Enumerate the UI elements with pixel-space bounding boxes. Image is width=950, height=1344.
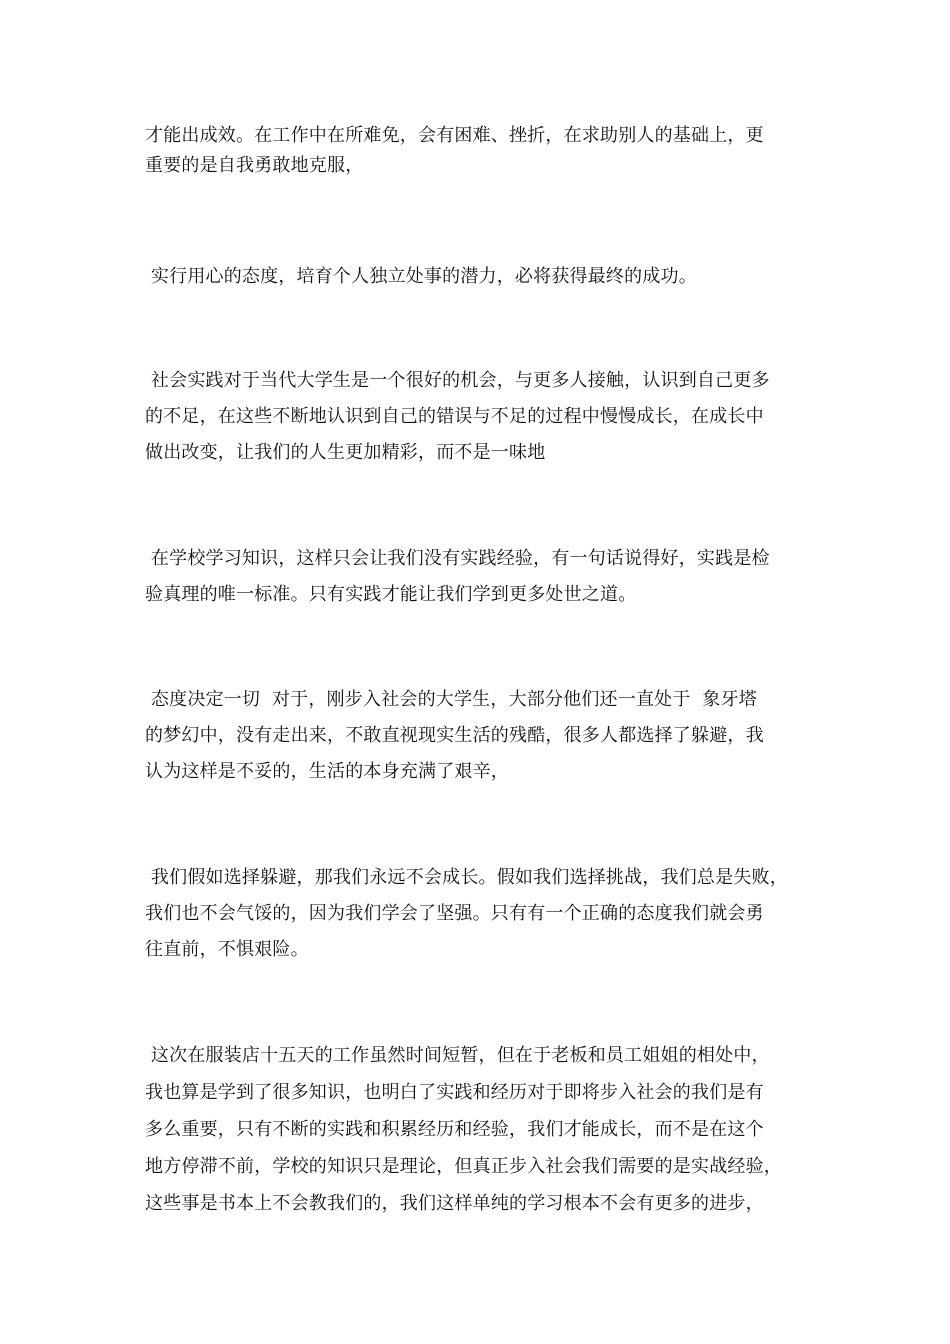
paragraph-3-line-2: 的不足，在这些不断地认识到自己的错误与不足的过程中慢慢成长，在成长中 (145, 406, 764, 427)
paragraph-4-line-2: 验真理的唯一标准。只有实践才能让我们学到更多处世之道。 (145, 584, 637, 605)
paragraph-5-line-1: 态度决定一切 对于，刚步入社会的大学生，大部分他们还一直处于 象牙塔 (145, 689, 758, 710)
paragraph-1-line-2: 重要的是自我勇敢地克服， (145, 155, 364, 176)
paragraph-7-line-3: 多么重要，只有不断的实践和积累经历和经验，我们才能成长，而不是在这个 (145, 1119, 764, 1140)
paragraph-6-line-2: 我们也不会气馁的，因为我们学会了坚强。只有有一个正确的态度我们就会勇 (145, 903, 764, 924)
paragraph-6-line-1: 我们假如选择躲避，那我们永远不会成长。假如我们选择挑战，我们总是失败， (145, 867, 788, 888)
paragraph-6-line-3: 往直前，不惧艰险。 (145, 939, 309, 960)
paragraph-5-line-2: 的梦幻中，没有走出来，不敢直视现实生活的残酷，很多人都选择了躲避，我 (145, 725, 764, 746)
paragraph-7-line-5: 这些事是书本上不会教我们的，我们这样单纯的学习根本不会有更多的进步， (145, 1193, 764, 1214)
paragraph-4-line-1: 在学校学习知识，这样只会让我们没有实践经验，有一句话说得好，实践是检 (145, 548, 770, 569)
paragraph-2-line-1: 实行用心的态度，培育个人独立处事的潜力，必将获得最终的成功。 (145, 266, 697, 287)
paragraph-1-line-1: 才能出成效。在工作中在所难免，会有困难、挫折，在求助别人的基础上，更 (145, 125, 764, 146)
paragraph-7-line-1: 这次在服装店十五天的工作虽然时间短暂，但在于老板和员工姐姐的相处中， (145, 1045, 770, 1066)
paragraph-3-line-3: 做出改变，让我们的人生更加精彩，而不是一味地 (145, 442, 546, 463)
paragraph-5-line-3: 认为这样是不妥的，生活的本身充满了艰辛， (145, 761, 509, 782)
paragraph-7-line-2: 我也算是学到了很多知识，也明白了实践和经历对于即将步入社会的我们是有 (145, 1082, 764, 1103)
paragraph-7-line-4: 地方停滞不前，学校的知识只是理论，但真正步入社会我们需要的是实战经验， (145, 1156, 782, 1177)
paragraph-3-line-1: 社会实践对于当代大学生是一个很好的机会，与更多人接触，认识到自己更多 (145, 370, 770, 391)
